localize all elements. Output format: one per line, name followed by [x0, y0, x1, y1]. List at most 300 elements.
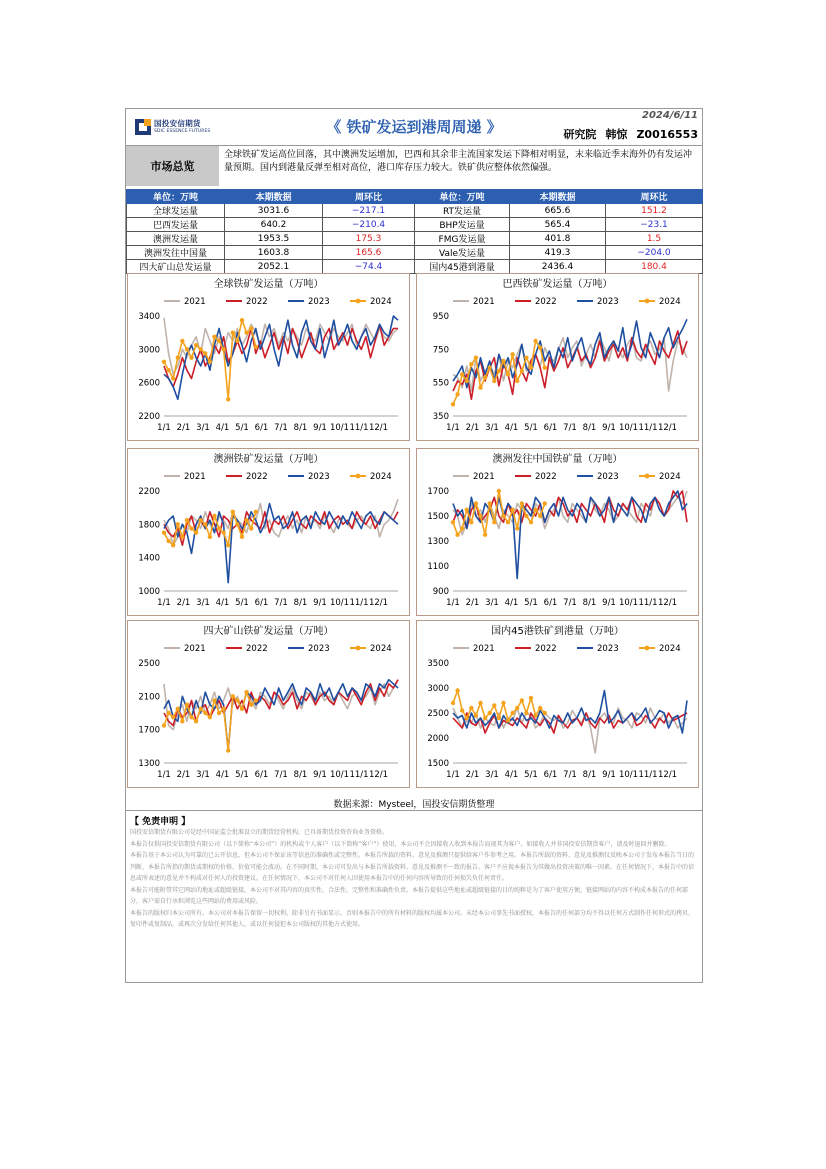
- data-point-2024: [478, 701, 482, 705]
- x-tick-label: 3/1: [485, 598, 499, 608]
- legend-label: 2023: [308, 297, 330, 307]
- data-point-2024: [488, 711, 492, 715]
- col-header: 单位：万吨: [127, 190, 225, 204]
- legend-label: 2024: [659, 297, 681, 307]
- data-point-2024: [492, 703, 496, 707]
- legend-item: [639, 472, 681, 482]
- data-point-2024: [208, 715, 212, 719]
- data-point-2024: [520, 501, 524, 505]
- data-point-2024: [231, 694, 235, 698]
- data-point-2024: [506, 718, 510, 722]
- x-tick-label: 6/1: [543, 770, 558, 780]
- data-point-2024: [244, 690, 248, 694]
- data-point-2024: [533, 713, 537, 717]
- col-header: 周环比: [606, 190, 703, 204]
- legend-label: 2024: [370, 297, 392, 307]
- data-point-2024: [166, 539, 170, 543]
- legend-marker: [356, 474, 361, 479]
- data-point-2024: [185, 702, 189, 706]
- y-tick-label: 2500: [427, 709, 449, 719]
- y-tick-label: 550: [432, 378, 449, 389]
- x-tick-label: 7/1: [274, 423, 288, 433]
- data-point-2024: [171, 543, 175, 547]
- x-tick-label: 10/1: [618, 770, 639, 780]
- data-point-2024: [483, 375, 487, 379]
- data-point-2024: [465, 508, 469, 512]
- kpi-table-row: [127, 204, 703, 218]
- chart-australia-shipments: [128, 449, 409, 615]
- x-tick-label: 8/1: [293, 423, 308, 433]
- data-point-2024: [455, 688, 459, 692]
- data-point-2024: [217, 526, 221, 530]
- kpi-table-row: [127, 260, 703, 274]
- x-tick-label: 12/1: [368, 423, 389, 433]
- x-tick-label: 12/1: [657, 423, 678, 433]
- data-point-2024: [212, 335, 216, 339]
- data-point-2024: [249, 326, 253, 330]
- metric-change: 1.5: [606, 232, 703, 246]
- legend-item: [515, 297, 557, 307]
- data-point-2024: [469, 520, 473, 524]
- x-tick-label: 4/1: [215, 423, 230, 433]
- metric-change: 165.6: [323, 246, 415, 260]
- x-tick-label: 2/1: [465, 770, 480, 780]
- x-tick-label: 3/1: [196, 423, 210, 433]
- col-header: 本期数据: [510, 190, 606, 204]
- data-point-2024: [488, 365, 492, 369]
- x-tick-label: 1/1: [157, 423, 171, 433]
- kpi-table-row: [127, 218, 703, 232]
- y-tick-label: 2200: [138, 412, 160, 422]
- x-tick-label: 1/1: [446, 423, 460, 433]
- data-point-2024: [249, 526, 253, 530]
- metric-value: 1953.5: [225, 232, 323, 246]
- y-tick-label: 900: [432, 587, 449, 597]
- data-point-2024: [469, 706, 473, 710]
- x-tick-label: 1/1: [446, 598, 460, 608]
- legend-item: [453, 297, 495, 307]
- x-tick-label: 7/1: [563, 423, 577, 433]
- series-line-2023: [164, 316, 398, 399]
- legend-marker: [645, 474, 650, 479]
- y-tick-label: 1300: [138, 759, 160, 769]
- legend-label: 2023: [597, 472, 619, 482]
- x-tick-label: 9/1: [602, 598, 616, 608]
- x-tick-label: 10/1: [618, 423, 639, 433]
- data-point-2024: [221, 707, 225, 711]
- series-line-2023: [164, 504, 398, 583]
- data-point-2024: [455, 533, 459, 537]
- data-point-2024: [451, 701, 455, 705]
- data-point-2024: [254, 345, 258, 349]
- data-point-2024: [180, 719, 184, 723]
- y-tick-label: 1700: [427, 487, 449, 497]
- x-tick-label: 7/1: [274, 598, 288, 608]
- x-tick-label: 3/1: [196, 598, 210, 608]
- data-point-2024: [501, 514, 505, 518]
- x-tick-label: 5/1: [235, 423, 249, 433]
- x-tick-label: 5/1: [235, 770, 249, 780]
- legend-item: [164, 644, 206, 654]
- metric-value: 1603.8: [225, 246, 323, 260]
- legend-item: [350, 644, 392, 654]
- license-no: Z0016553: [636, 128, 698, 141]
- legend-item: [577, 472, 619, 482]
- data-point-2024: [235, 698, 239, 702]
- metric-name: 巴西发运量: [127, 218, 225, 232]
- y-tick-label: 3500: [427, 659, 449, 669]
- y-tick-label: 950: [432, 312, 449, 322]
- legend-item: [350, 472, 392, 482]
- data-point-2024: [524, 514, 528, 518]
- data-point-2024: [478, 385, 482, 389]
- data-point-2024: [249, 702, 253, 706]
- data-point-2024: [171, 376, 175, 380]
- metric-change: −210.4: [323, 218, 415, 232]
- x-tick-label: 11/1: [349, 770, 369, 780]
- x-tick-label: 3/1: [485, 770, 499, 780]
- kpi-table-row: [127, 232, 703, 246]
- y-tick-label: 1500: [427, 512, 449, 522]
- disclaimer-paragraph: 本报告基于本公司认为可靠的已公开信息，但本公司不保证该等信息的准确性或完整性。本报告所载的资料、意见及推测只提供给客户作参考之用。本报告所载的资料、意见及推测仅反映本公司于发布本报告当日的判断，本报告所指的期货或期权的价格、价值可能会波动。在不同时期，本公司可发出与本报告所载资料、意见及推测不一致的报告。客户不应视本报告为其做出投资决策的唯一因素。在任何情况下，本报告中的信息或所表述的意见并不构成对任何人的投资建议。在任何情况下，本公司不对任何人因使用本报告中的任何内容所导致的任何损失负任何责任。: [130, 852, 695, 882]
- legend-label: 2024: [659, 472, 681, 482]
- data-point-2024: [221, 347, 225, 351]
- overview-text: 全球铁矿发运高位回落，其中澳洲发运增加，巴西和其余非主流国家发运下降相对明显，末来临近季末海外仍有发运冲量预期。国内到港量反弹至相对高位，港口库存压力较大。铁矿供应整体依然偏强。: [224, 150, 693, 173]
- data-point-2024: [465, 379, 469, 383]
- series-line-2021: [164, 680, 398, 730]
- data-point-2024: [244, 518, 248, 522]
- data-point-2024: [231, 330, 235, 334]
- data-point-2024: [162, 530, 166, 534]
- y-tick-label: 2000: [427, 734, 449, 744]
- data-point-2024: [226, 748, 230, 752]
- x-tick-label: 11/1: [349, 423, 369, 433]
- data-point-2024: [451, 402, 455, 406]
- legend-marker: [356, 646, 361, 651]
- chart-global-shipments: [128, 274, 409, 440]
- data-point-2024: [212, 698, 216, 702]
- x-tick-label: 11/1: [638, 770, 658, 780]
- x-tick-label: 10/1: [618, 598, 639, 608]
- y-tick-label: 1300: [427, 537, 449, 547]
- x-tick-label: 6/1: [543, 423, 558, 433]
- report-header: [126, 109, 702, 146]
- legend-item: [288, 644, 330, 654]
- data-point-2024: [538, 345, 542, 349]
- data-point-2024: [488, 501, 492, 505]
- legend-label: 2022: [246, 297, 268, 307]
- analyst-name: 韩惊: [605, 128, 628, 141]
- data-point-2024: [235, 522, 239, 526]
- disclaimer-heading: 【 免责申明 】: [126, 810, 702, 827]
- data-point-2024: [510, 352, 514, 356]
- data-point-2024: [501, 359, 505, 363]
- legend-label: 2021: [184, 644, 206, 654]
- x-tick-label: 3/1: [485, 423, 499, 433]
- data-point-2024: [194, 530, 198, 534]
- metric-value: 565.4: [510, 218, 606, 232]
- col-header: 单位：万吨: [415, 190, 510, 204]
- data-point-2024: [543, 711, 547, 715]
- data-point-2024: [478, 514, 482, 518]
- data-point-2024: [208, 535, 212, 539]
- data-point-2024: [171, 715, 175, 719]
- chart-panel-big4: [127, 620, 410, 788]
- legend-item: [577, 644, 619, 654]
- data-point-2024: [189, 355, 193, 359]
- metric-change: 175.3: [323, 232, 415, 246]
- data-point-2024: [515, 526, 519, 530]
- chart-panel-global: [127, 273, 410, 441]
- legend-label: 2022: [246, 644, 268, 654]
- x-tick-label: 2/1: [176, 423, 191, 433]
- legend-label: 2022: [535, 472, 557, 482]
- data-point-2024: [515, 379, 519, 383]
- legend-item: [288, 472, 330, 482]
- metric-value: 665.6: [510, 204, 606, 218]
- x-tick-label: 11/1: [638, 598, 658, 608]
- data-point-2024: [254, 698, 258, 702]
- x-tick-label: 5/1: [524, 598, 538, 608]
- data-point-2024: [189, 715, 193, 719]
- report-page: [125, 108, 703, 983]
- legend-item: [453, 472, 495, 482]
- data-point-2024: [217, 339, 221, 343]
- metric-name: Vale发运量: [415, 246, 510, 260]
- data-point-2024: [492, 379, 496, 383]
- x-tick-label: 10/1: [329, 598, 350, 608]
- data-point-2024: [538, 706, 542, 710]
- data-point-2024: [194, 719, 198, 723]
- data-point-2024: [455, 392, 459, 396]
- chart-panel-45ports: [416, 620, 699, 788]
- data-point-2024: [235, 339, 239, 343]
- data-point-2024: [510, 711, 514, 715]
- legend-label: 2021: [184, 297, 206, 307]
- x-tick-label: 1/1: [157, 598, 171, 608]
- data-point-2024: [529, 365, 533, 369]
- data-point-2024: [244, 330, 248, 334]
- data-point-2024: [212, 514, 216, 518]
- legend-label: 2023: [597, 297, 619, 307]
- data-point-2024: [543, 365, 547, 369]
- data-point-2024: [199, 707, 203, 711]
- legend-label: 2022: [535, 297, 557, 307]
- legend-item: [164, 297, 206, 307]
- x-tick-label: 5/1: [524, 423, 538, 433]
- legend-label: 2024: [370, 644, 392, 654]
- metric-change: 180.4: [606, 260, 703, 274]
- data-point-2024: [483, 533, 487, 537]
- data-point-2024: [176, 355, 180, 359]
- data-point-2024: [199, 347, 203, 351]
- data-point-2024: [474, 355, 478, 359]
- legend-label: 2023: [597, 644, 619, 654]
- metric-name: RT发运量: [415, 204, 510, 218]
- x-tick-label: 12/1: [368, 770, 389, 780]
- data-point-2024: [451, 520, 455, 524]
- metric-change: −217.1: [323, 204, 415, 218]
- x-tick-label: 4/1: [504, 423, 519, 433]
- data-point-2024: [226, 543, 230, 547]
- x-tick-label: 4/1: [215, 770, 230, 780]
- x-tick-label: 8/1: [582, 598, 597, 608]
- x-tick-label: 2/1: [465, 423, 480, 433]
- legend-item: [226, 472, 268, 482]
- x-tick-label: 7/1: [563, 598, 577, 608]
- y-tick-label: 1400: [138, 553, 160, 564]
- data-source: 数据来源：Mysteel，国投安信期货整理: [333, 800, 495, 810]
- data-point-2024: [506, 372, 510, 376]
- legend-label: 2023: [308, 644, 330, 654]
- data-point-2024: [166, 711, 170, 715]
- x-tick-label: 8/1: [582, 770, 597, 780]
- metric-name: 国内45港到港量: [415, 260, 510, 274]
- data-point-2024: [483, 716, 487, 720]
- legend-label: 2024: [370, 472, 392, 482]
- x-tick-label: 9/1: [602, 770, 616, 780]
- data-point-2024: [203, 522, 207, 526]
- metric-value: 3031.6: [225, 204, 323, 218]
- metric-name: BHP发运量: [415, 218, 510, 232]
- x-tick-label: 2/1: [465, 598, 480, 608]
- data-point-2024: [460, 708, 464, 712]
- disclaimer-body: [130, 827, 698, 931]
- data-point-2024: [185, 347, 189, 351]
- chart-title: 澳洲发往中国铁矿量（万吨）: [492, 454, 623, 465]
- data-point-2024: [492, 520, 496, 524]
- data-point-2024: [199, 518, 203, 522]
- metric-value: 419.3: [510, 246, 606, 260]
- legend-item: [639, 644, 681, 654]
- x-tick-label: 3/1: [196, 770, 210, 780]
- y-tick-label: 1100: [427, 562, 449, 572]
- legend-item: [226, 297, 268, 307]
- metric-name: FMG发运量: [415, 232, 510, 246]
- chart-big-four-miners: [128, 621, 409, 787]
- y-tick-label: 2500: [138, 659, 160, 669]
- legend-item: [226, 644, 268, 654]
- x-tick-label: 6/1: [543, 598, 558, 608]
- chart-australia-to-china: [417, 449, 698, 615]
- x-tick-label: 8/1: [582, 423, 597, 433]
- data-point-2024: [474, 713, 478, 717]
- legend-marker: [356, 299, 361, 304]
- x-tick-label: 10/1: [329, 770, 350, 780]
- x-tick-label: 9/1: [313, 423, 327, 433]
- metric-name: 四大矿山总发运量: [127, 260, 225, 274]
- data-point-2024: [240, 707, 244, 711]
- data-point-2024: [538, 514, 542, 518]
- data-point-2024: [189, 526, 193, 530]
- metric-name: 澳洲发往中国量: [127, 246, 225, 260]
- kpi-table-row: [127, 246, 703, 260]
- metric-change: −23.1: [606, 218, 703, 232]
- data-point-2024: [533, 339, 537, 343]
- y-tick-label: 350: [432, 412, 449, 422]
- data-point-2024: [474, 501, 478, 505]
- logo-text-cn: 国投安信期货: [154, 119, 201, 128]
- y-tick-label: 2600: [138, 378, 160, 389]
- data-point-2024: [194, 343, 198, 347]
- x-tick-label: 5/1: [524, 770, 538, 780]
- data-point-2024: [185, 518, 189, 522]
- x-tick-label: 2/1: [176, 770, 191, 780]
- x-tick-label: 1/1: [446, 770, 460, 780]
- x-tick-label: 12/1: [657, 598, 678, 608]
- data-point-2024: [203, 351, 207, 355]
- data-point-2024: [501, 701, 505, 705]
- data-point-2024: [240, 535, 244, 539]
- legend-label: 2022: [246, 472, 268, 482]
- x-tick-label: 11/1: [638, 423, 658, 433]
- legend-label: 2021: [184, 472, 206, 482]
- legend-item: [577, 297, 619, 307]
- data-point-2024: [217, 711, 221, 715]
- y-tick-label: 750: [432, 345, 449, 356]
- x-tick-label: 6/1: [254, 598, 269, 608]
- col-header: 周环比: [323, 190, 415, 204]
- data-point-2024: [208, 360, 212, 364]
- x-tick-label: 9/1: [313, 598, 327, 608]
- y-tick-label: 2100: [138, 692, 160, 703]
- x-tick-label: 6/1: [254, 770, 269, 780]
- legend-label: 2021: [473, 644, 495, 654]
- data-point-2024: [226, 397, 230, 401]
- data-point-2024: [460, 526, 464, 530]
- data-point-2024: [533, 508, 537, 512]
- legend-item: [288, 297, 330, 307]
- data-point-2024: [469, 362, 473, 366]
- report-title: 《 铁矿发运到港周周递 》: [326, 118, 502, 136]
- data-point-2024: [162, 360, 166, 364]
- disclaimer-paragraph: 本报告仅供国投安信期货有限公司（以下简称“本公司”）的机构或个人客户（以下简称“客户”）使用，本公司不会因接收人收到本报告而视其为客户。如接收人并非国投安信期货客户，请及时退回并删除。: [130, 840, 671, 848]
- chart-panel-brazil: [416, 273, 699, 441]
- x-tick-label: 8/1: [293, 598, 308, 608]
- metric-change: −74.4: [323, 260, 415, 274]
- legend-label: 2024: [659, 644, 681, 654]
- data-point-2024: [460, 372, 464, 376]
- kpi-table-header: [127, 190, 703, 204]
- y-tick-label: 1700: [138, 725, 160, 736]
- y-tick-label: 3000: [138, 345, 160, 356]
- x-tick-label: 10/1: [329, 423, 350, 433]
- y-tick-label: 1000: [138, 587, 160, 597]
- x-tick-label: 4/1: [504, 770, 519, 780]
- report-date: 2024/6/11: [641, 110, 698, 121]
- data-point-2024: [231, 510, 235, 514]
- x-tick-label: 12/1: [657, 770, 678, 780]
- chart-title: 全球铁矿发运量（万吨）: [213, 279, 324, 290]
- data-point-2024: [166, 368, 170, 372]
- legend-marker: [645, 646, 650, 651]
- legend-item: [515, 472, 557, 482]
- x-tick-label: 9/1: [313, 770, 327, 780]
- metric-value: 640.2: [225, 218, 323, 232]
- legend-label: 2021: [473, 297, 495, 307]
- data-point-2024: [524, 355, 528, 359]
- data-point-2024: [520, 369, 524, 373]
- data-point-2024: [520, 698, 524, 702]
- dept-name: 研究院: [563, 128, 597, 141]
- legend-marker: [645, 299, 650, 304]
- chart-title: 国内45港铁矿到港量（万吨）: [491, 626, 624, 637]
- x-tick-label: 9/1: [602, 423, 616, 433]
- y-tick-label: 3000: [427, 684, 449, 694]
- author-line: [554, 126, 698, 142]
- data-point-2024: [176, 707, 180, 711]
- y-tick-label: 1500: [427, 759, 449, 769]
